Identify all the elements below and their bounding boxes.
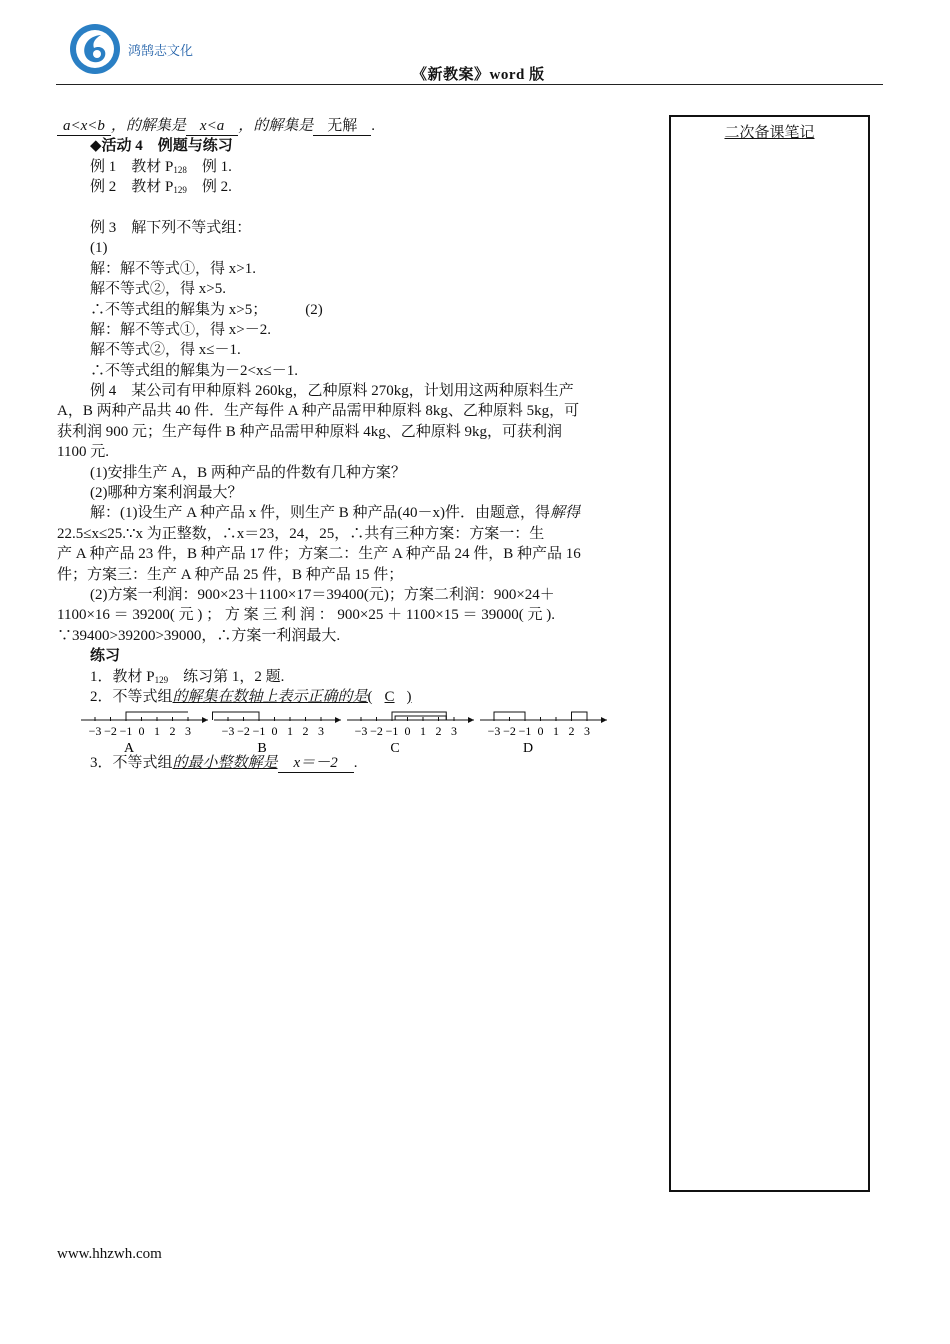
tick-label: −3	[354, 724, 368, 739]
solution-step: 解不等式②，得 x≤－1.	[90, 342, 241, 359]
tick-label: 3	[185, 724, 191, 739]
document-title: 《新教案》word 版	[412, 67, 545, 83]
footer-url: www.hhzwh.com	[57, 1246, 162, 1262]
activity-heading: ◆活动 4 例题与练习	[90, 138, 233, 155]
tick-label: 1	[553, 724, 559, 739]
tick-label: 0	[271, 724, 278, 739]
tick-label: 2	[169, 724, 176, 739]
notes-panel	[669, 115, 870, 1192]
axis-arrow-icon	[601, 717, 607, 723]
tick-label: 0	[537, 724, 544, 739]
tick-label: −1	[252, 724, 266, 739]
axis-arrow-icon	[202, 717, 208, 723]
tick-label: −1	[385, 724, 399, 739]
answer-1-text: 22.5≤x≤25.∵x 为正整数，∴x＝23，24，25，∴共有三种方案：方案一：生	[57, 525, 545, 542]
solution-set-line: a<x<b ，的解集是 x<a ，的解集是 无解 .	[57, 116, 637, 136]
example-3: 例 3 解下列不等式组：	[90, 219, 252, 236]
tick-label: 1	[420, 724, 426, 739]
solution-step: ∴不等式组的解集为 x>5； (2)	[90, 301, 323, 318]
number-lines-figure	[57, 707, 637, 755]
notes-title: 二次备课笔记	[724, 123, 815, 141]
brand-name: 鸿鹄志文化	[128, 44, 194, 59]
answer-1: 解：(1)设生产 A 种产品 x 件，则生产 B 种产品(40－x)件．由题意，得解得	[90, 505, 581, 522]
practice-2: 2．不等式组的解集在数轴上表示正确的是( C )	[90, 688, 412, 705]
tick-label: −3	[487, 724, 501, 739]
tick-label: −3	[88, 724, 102, 739]
option-label: D	[523, 741, 534, 756]
tick-label: 3	[584, 724, 590, 739]
tick-label: −3	[221, 724, 235, 739]
answer-2-text: 1100×16 ＝ 39200( 元 ) ； 方 案 三 利 润 ： 900×25 ＋ 1100×15 ＝ 39000( 元 ).	[57, 607, 555, 624]
answer-1-text: 产 A 种产品 23 件，B 种产品 17 件；方案二：生产 A 种产品 24 件，B 种产品 16	[57, 546, 581, 563]
question-1: (1)安排生产 A，B 两种产品的件数有几种方案？	[90, 464, 406, 481]
tick-label: −2	[370, 724, 383, 739]
practice-1: 1．教材 $P_{129}$ 练习第 1，2 题.	[90, 668, 285, 685]
tick-label: 2	[302, 724, 309, 739]
tick-label: −1	[119, 724, 133, 739]
example-4-text: A，B 两种产品共 40 件．生产每件 A 种产品需甲种原料 8kg、乙种原料 5kg，可	[57, 403, 580, 420]
tick-label: 1	[287, 724, 293, 739]
tick-label: 2	[568, 724, 575, 739]
lesson-content	[57, 116, 637, 774]
option-label: C	[390, 741, 400, 756]
tick-label: −2	[104, 724, 117, 739]
axis-arrow-icon	[468, 717, 474, 723]
tick-label: 0	[404, 724, 411, 739]
example-4: 例 4 某公司有甲种原料 260kg，乙种原料 270kg，计划用这两种原料生产	[90, 383, 574, 400]
page-header	[0, 0, 950, 90]
option-label: B	[257, 741, 267, 756]
solution-bracket	[572, 712, 588, 720]
option-label: A	[124, 741, 135, 756]
tick-label: 1	[154, 724, 160, 739]
tick-label: 3	[318, 724, 324, 739]
solution-step: 解不等式②，得 x>5.	[90, 281, 226, 298]
practice-heading: 练习	[90, 648, 121, 665]
number-line-options	[57, 707, 637, 756]
example-1: 例 1 教材 $P_{128}$ 例 1.	[90, 158, 232, 175]
part-1-label: (1)	[90, 240, 108, 257]
axis-arrow-icon	[335, 717, 341, 723]
tick-label: −1	[518, 724, 532, 739]
example-4-text: 获利润 900 元；生产每件 B 种产品需甲种原料 4kg、乙种原料 9kg，可获利润	[57, 423, 563, 440]
example-4-text: 1100 元.	[57, 444, 109, 461]
answer-2: (2)方案一利润：900×23＋1100×17＝39400(元)；方案二利润：900×24＋	[90, 586, 555, 603]
tick-label: 2	[435, 724, 442, 739]
example-2: 例 2 教材 $P_{129}$ 例 2.	[90, 179, 232, 196]
tick-label: −2	[237, 724, 250, 739]
brand-logo-icon	[68, 22, 122, 76]
header-divider	[56, 84, 883, 85]
tick-label: 0	[138, 724, 145, 739]
practice-3: 3．不等式组的最小整数解是 x＝－2 .	[90, 755, 358, 772]
solution-step: ∴不等式组的解集为－2<x≤－1.	[90, 362, 298, 379]
tick-label: 3	[451, 724, 457, 739]
solution-bracket	[213, 712, 260, 720]
solution-step: 解：解不等式①，得 x>1.	[90, 260, 256, 277]
question-2: (2)哪种方案利润最大？	[90, 485, 243, 502]
answer-1-text: 件；方案三：生产 A 种产品 25 件，B 种产品 15 件；	[57, 566, 404, 583]
solution-step: 解：解不等式①，得 x>－2.	[90, 321, 271, 338]
tick-label: −2	[503, 724, 516, 739]
answer-2-text: ∵39400>39200>39000，∴方案一利润最大.	[57, 627, 341, 644]
